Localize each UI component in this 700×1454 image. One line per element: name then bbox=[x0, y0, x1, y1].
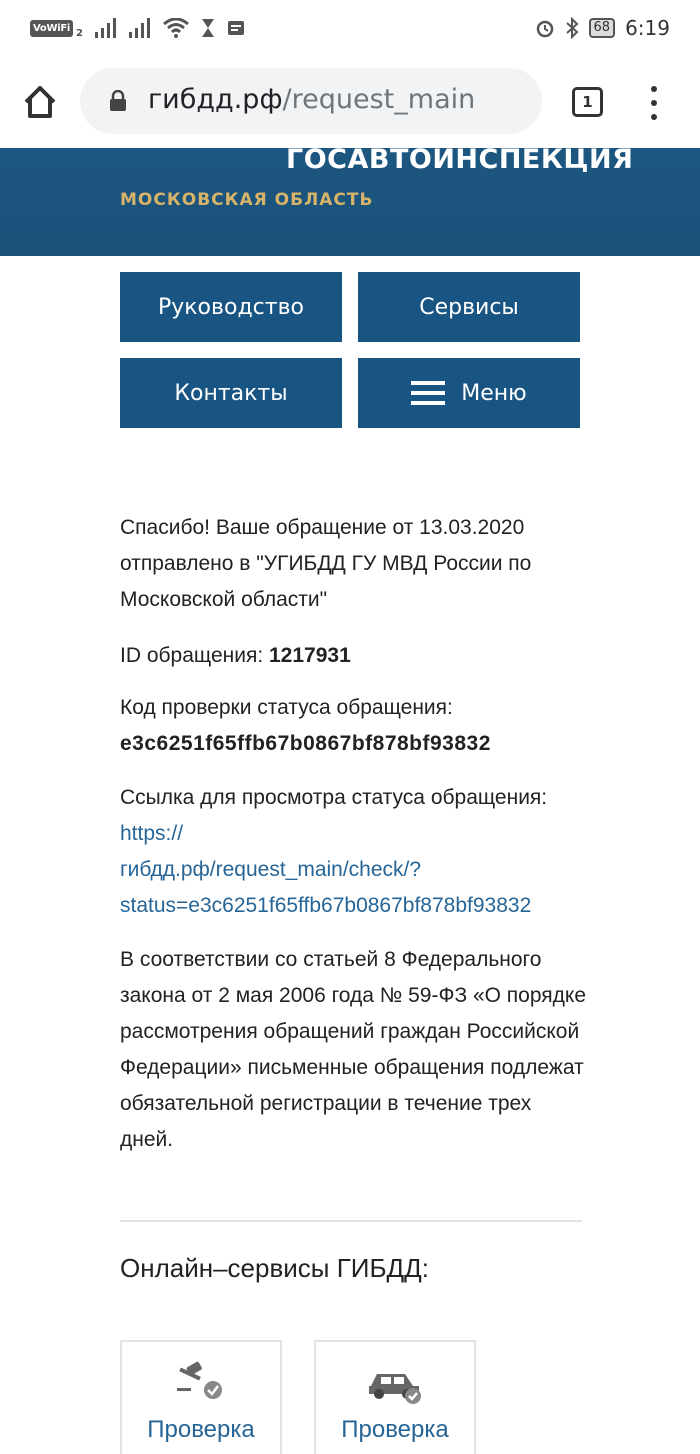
tab-switcher-button[interactable]: 1 bbox=[572, 87, 603, 117]
sim-number: 2 bbox=[75, 27, 83, 39]
hourglass-icon bbox=[201, 18, 215, 38]
nav-menu-button[interactable] bbox=[358, 358, 580, 428]
law-notice: В соответствии со статьей 8 Федерального закона от 2 мая 2006 года № 59-ФЗ «О порядке рассмотрения обращений граждан Российской Федерации» письменные обращения подлежат обязательной регистрации в течение трех дней. bbox=[120, 948, 587, 1151]
nav-services-button[interactable] bbox=[358, 272, 580, 342]
status-bar bbox=[0, 0, 700, 56]
service-card-label: Проверка bbox=[341, 1416, 449, 1443]
clock: 6:19 bbox=[625, 16, 670, 40]
nav-services-label: Сервисы bbox=[419, 294, 519, 320]
battery-indicator: 68 bbox=[589, 18, 616, 38]
agency-title: ГОСАВТОИНСПЕКЦИЯ bbox=[286, 148, 634, 175]
bluetooth-icon bbox=[565, 17, 579, 39]
url-path: /request_main bbox=[282, 84, 476, 115]
gavel-check-icon bbox=[173, 1360, 229, 1406]
service-card-label: Проверка bbox=[147, 1416, 255, 1443]
browser-toolbar bbox=[0, 56, 700, 148]
status-code-value: e3c6251f65ffb67b0867bf878bf93832 bbox=[120, 732, 491, 755]
signal-icon-2 bbox=[129, 18, 151, 38]
status-code-label: Код проверки статуса обращения: bbox=[120, 696, 453, 719]
status-bar-left bbox=[30, 14, 245, 42]
service-card-vehicle[interactable] bbox=[314, 1340, 476, 1454]
address-bar[interactable] bbox=[80, 68, 542, 134]
request-id-value: 1217931 bbox=[269, 644, 351, 667]
status-link-label: Ссылка для просмотра статуса обращения: bbox=[120, 786, 548, 809]
alarm-icon bbox=[535, 18, 555, 38]
more-menu-icon[interactable] bbox=[646, 86, 662, 120]
nav-contacts-button[interactable] bbox=[120, 358, 342, 428]
request-id-line bbox=[120, 638, 590, 674]
status-bar-right bbox=[535, 12, 670, 44]
divider bbox=[120, 1220, 582, 1222]
thanks-message: Спасибо! Ваше обращение от 13.03.2020 отправлено в "УГИБДД ГУ МВД России по Московской области" bbox=[120, 516, 532, 611]
vowifi-badge: VoWiFi bbox=[30, 20, 73, 37]
lock-icon bbox=[108, 90, 128, 112]
submission-confirmation bbox=[120, 510, 590, 1158]
nav-menu-label: Меню bbox=[461, 380, 527, 406]
status-link-line bbox=[120, 780, 590, 924]
hamburger-icon bbox=[411, 381, 445, 405]
site-header bbox=[0, 148, 700, 256]
url-text bbox=[148, 84, 475, 115]
home-icon[interactable] bbox=[20, 82, 60, 122]
status-link[interactable]: https:// гибдд.рф/request_main/check/? status=e3c6251f65ffb67b0867bf878bf93832 bbox=[120, 822, 532, 917]
message-icon bbox=[227, 19, 245, 37]
url-domain: гибдд.рф bbox=[148, 84, 283, 115]
wifi-icon bbox=[163, 18, 189, 38]
nav-leadership-label: Руководство bbox=[157, 294, 304, 320]
signal-icon bbox=[95, 18, 117, 38]
region-title: МОСКОВСКАЯ ОБЛАСТЬ bbox=[120, 190, 374, 210]
nav-leadership-button[interactable] bbox=[120, 272, 342, 342]
nav-contacts-label: Контакты bbox=[174, 380, 288, 406]
service-card-fines[interactable] bbox=[120, 1340, 282, 1454]
online-services-title: Онлайн–сервисы ГИБДД: bbox=[120, 1253, 429, 1283]
car-check-icon bbox=[365, 1360, 425, 1406]
request-id-label: ID обращения: bbox=[120, 644, 269, 667]
